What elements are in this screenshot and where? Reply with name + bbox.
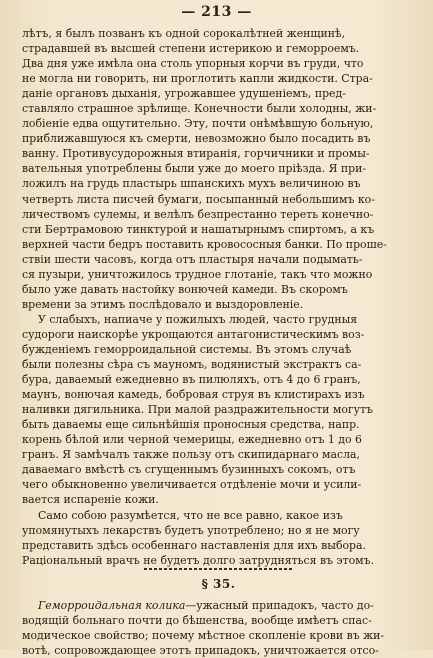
text-line: ложилъ на грудь пластырь шпанскихъ мухъ величиною въ xyxy=(22,177,361,191)
text-line: водящій больнаго почти до бѣшенства, вообще имѣетъ спас- xyxy=(22,613,372,627)
text-line: личествомъ сулемы, и велѣлъ безпрестанно тереть конечно- xyxy=(22,207,374,221)
text-line: лобіеніе едва ощутительно. Эту, почти онѣмѣвшую больную, xyxy=(22,117,374,131)
text-line: ся пузыри, уничтожилось трудное глотаніе, такъ что можно xyxy=(22,267,373,281)
text-line: представить здѣсь особеннаго наставленія для ихъ выбора. xyxy=(22,538,366,552)
text-line: судороги наискорѣе укрощаются антагонистическимъ воз- xyxy=(22,327,365,341)
paragraph-4 xyxy=(22,598,415,658)
section-rule xyxy=(144,568,294,570)
text-line: вательныя употреблены были уже до моего пріѣзда. Я при- xyxy=(22,162,367,176)
text-line: чего обыкновенно увеличивается отдѣленіе мочи и усили- xyxy=(22,478,362,492)
text-fragment: —ужасный припадокъ, часто до- xyxy=(185,598,374,612)
paragraph-2 xyxy=(22,312,415,508)
section-heading: § 35. xyxy=(201,576,236,591)
text-line: было уже давать настойку вонючей камеди. Въ скоромъ xyxy=(22,282,348,296)
text-line: Раціональный врачъ не будетъ долго затрудняться въ этомъ. xyxy=(22,553,375,567)
page-body xyxy=(22,26,415,658)
text-line: ванну. Противусудорожныя втиранія, горчичники и промы- xyxy=(22,147,370,161)
paragraph-1 xyxy=(22,26,415,312)
text-line: ставляло страшное зрѣлище. Конечности были холодны, жи- xyxy=(22,102,377,116)
text-line xyxy=(22,598,415,613)
text-line: вается испареніе кожи. xyxy=(22,493,159,507)
page-number: — 213 — xyxy=(181,4,252,20)
text-line: гранъ. Я замѣчалъ также пользу отъ скипидарнаго масла, xyxy=(22,448,360,462)
text-line: бужденіемъ геморроидальной системы. Въ этомъ случаѣ xyxy=(22,342,352,356)
text-line: верхней части бедръ поставить кровососныя банки. По проше- xyxy=(22,237,387,251)
text-line: быть даваемы еще сильнѣйшія проносныя средства, напр. xyxy=(22,418,360,432)
text-line: У слабыхъ, напиаче у пожилыхъ людей, часто грудныя xyxy=(38,312,358,326)
text-line: времени за этимъ послѣдовало и выздоровленіе. xyxy=(22,297,304,311)
text-line: бура, даваемый ежедневно въ пилюляхъ, отъ 4 до 6 гранъ, xyxy=(22,373,361,387)
text-line: даніе органовъ дыханія, угрожавшее удушеніемъ, пред- xyxy=(22,87,346,101)
text-line: приближавшуюся къ смерти, невозможно было посадить въ xyxy=(22,132,371,146)
section-term: Геморроидальная колика xyxy=(38,598,186,612)
text-line: модическое свойство; почему мѣстное скопленіе крови въ жи- xyxy=(22,628,385,642)
text-line: корень бѣлой или черной чемерицы, ежедневно отъ 1 до 6 xyxy=(22,433,362,447)
text-line: вотѣ, сопровождающее этотъ припадокъ, уничтожается отсо- xyxy=(22,643,379,657)
text-line: Само собою разумѣется, что не все равно, какое изъ xyxy=(38,508,343,522)
text-line: страдавшей въ высшей степени истерикою и геморроемъ. xyxy=(22,42,360,56)
text-line: Два дня уже имѣла она столь упорныя корчи въ груди, что xyxy=(22,57,364,71)
text-line: четверть листа писчей бумаги, посыпанный небольшимъ ко- xyxy=(22,192,375,206)
text-line: упомянутыхъ лекарствъ будетъ употреблено; но я не могу xyxy=(22,523,360,537)
text-line: наливки дягильника. При малой раздражительности могутъ xyxy=(22,403,373,417)
text-line: даваемаго вмѣстѣ съ сгущеннымъ бузинныхъ сокомъ, отъ xyxy=(22,463,356,477)
paragraph-3 xyxy=(22,508,415,568)
text-line: сти Бертрамовою тинктурой и нашатырнымъ спиртомъ, а къ xyxy=(22,222,375,236)
text-line: ствіи шести часовъ, когда отъ пластыря начали подымать- xyxy=(22,252,363,266)
text-line: маунъ, вонючая камедь, бобровая струя въ клистирахъ изъ xyxy=(22,388,365,402)
text-line: не могла ни говорить, ни проглотить капли жидкости. Стра- xyxy=(22,72,373,86)
text-line: лѣтъ, я былъ позванъ къ одной сорокалѣтней женщинѣ, xyxy=(22,27,346,40)
text-line: были полезны сѣра съ мауномъ, водянистый экстрактъ са- xyxy=(22,358,362,372)
